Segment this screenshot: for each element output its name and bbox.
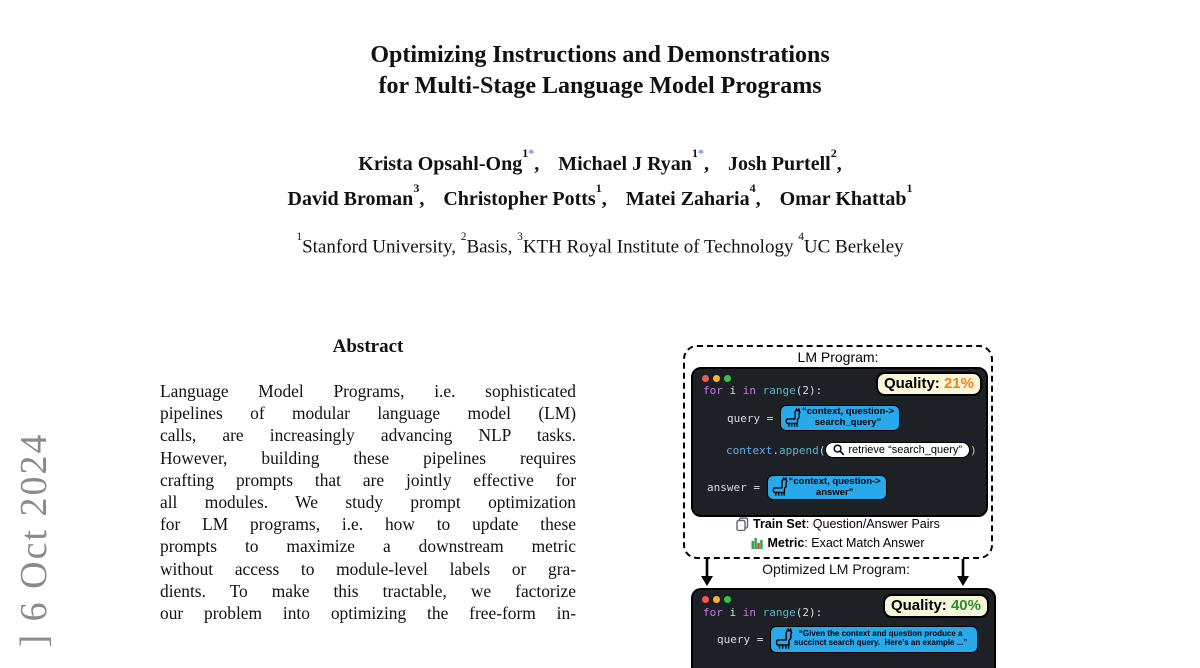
bar-chart-icon bbox=[751, 537, 763, 549]
abstract-text bbox=[160, 380, 576, 624]
maximize-dot-icon bbox=[724, 596, 731, 603]
traffic-light-dots bbox=[702, 596, 731, 603]
abstract-line: all modules. We study prompt optimization bbox=[160, 492, 576, 513]
optimized-lm-program-label: Optimized LM Program: bbox=[762, 561, 910, 577]
code-answer-line: answer = “context, question-> answer” bbox=[707, 470, 887, 505]
code-for-loop: for i in range(2): bbox=[703, 384, 823, 397]
minimize-dot-icon bbox=[713, 596, 720, 603]
code-append-line: context.append( retrieve “search_query” ) bbox=[726, 443, 977, 457]
traffic-light-dots bbox=[702, 375, 731, 382]
metric-line: Metric: Exact Match Answer bbox=[685, 536, 991, 550]
abstract-line: prompts to maximize a downstream metric bbox=[160, 536, 576, 557]
paper-title-line1: Optimizing Instructions and Demonstrations bbox=[370, 42, 830, 68]
retrieve-pill: retrieve “search_query” bbox=[825, 442, 970, 458]
abstract-line: dients. To make this tractable, we factorize bbox=[160, 580, 576, 601]
author-list bbox=[0, 143, 1200, 214]
abstract-line: crafting prompts that are jointly effective for bbox=[160, 469, 576, 490]
code-for-loop: for i in range(2): bbox=[703, 606, 823, 619]
code-query-line: query = “context, question-> search_query” bbox=[727, 402, 900, 434]
search-icon bbox=[833, 444, 845, 456]
abstract-line: Language Model Programs, i.e. sophisticated bbox=[160, 381, 576, 401]
author-name: Josh Purtell$^2$, bbox=[727, 145, 842, 175]
abstract-line: for LM programs, i.e. how to update these bbox=[160, 514, 576, 535]
authors-row-1 bbox=[0, 143, 1200, 179]
code-query-line: query = “Given the context and question produce a succinct search query. Here’s an example ...” bbox=[717, 621, 978, 657]
author-name: Christopher Potts$^1$, bbox=[443, 181, 607, 211]
paper-title bbox=[0, 40, 1200, 102]
llama-icon bbox=[774, 628, 794, 651]
quality-value: 21% bbox=[943, 375, 974, 392]
authors-row-2 bbox=[0, 179, 1200, 215]
abstract-heading: Abstract bbox=[332, 336, 404, 357]
equal-contribution-star: * bbox=[528, 145, 535, 160]
quality-badge: Quality: 40% bbox=[883, 594, 989, 618]
llama-icon bbox=[771, 477, 789, 498]
code-window-optimized bbox=[691, 588, 996, 668]
llama-icon bbox=[784, 408, 802, 429]
close-dot-icon bbox=[702, 375, 709, 382]
abstract-line: calls, are increasingly advancing NLP tasks. bbox=[160, 425, 576, 446]
minimize-dot-icon bbox=[713, 375, 720, 382]
close-dot-icon bbox=[702, 596, 709, 603]
author-name: Omar Khattab$^1$ bbox=[779, 181, 913, 211]
paper-title-line2: for Multi-Stage Language Model Programs bbox=[378, 73, 822, 99]
abstract-line: pipelines of modular language model (LM) bbox=[160, 403, 576, 424]
author-name: Krista Opsahl-Ong$^{1*}$, bbox=[358, 145, 540, 175]
author-name: Michael J Ryan$^{1*}$, bbox=[558, 145, 709, 175]
quality-badge: Quality: 21% bbox=[876, 372, 982, 396]
author-name: David Broman$^3$, bbox=[287, 181, 425, 211]
arxiv-date-stamp: ] 6 Oct 2024 bbox=[13, 432, 55, 648]
abstract-line: However, building these pipelines requires bbox=[160, 447, 576, 468]
maximize-dot-icon bbox=[724, 375, 731, 382]
code-window-lm-program bbox=[691, 367, 988, 517]
author-name: Matei Zaharia$^4$, bbox=[625, 181, 761, 211]
abstract-line: our problem into optimizing the free-form in- bbox=[160, 603, 576, 624]
lm-module-query-optimized: “Given the context and question produce a succinct search query. Here’s an example ...” bbox=[770, 626, 978, 653]
lm-module-answer: “context, question-> answer” bbox=[767, 475, 887, 500]
train-set-line: Train Set: Question/Answer Pairs bbox=[685, 517, 991, 531]
abstract-line: without access to module-level labels or gra- bbox=[160, 558, 576, 579]
affiliations: $^1$Stanford University, $^2$Basis, $^3$KTH Royal Institute of Technology $^4$UC Berkeley bbox=[296, 230, 904, 258]
equal-contribution-star: * bbox=[697, 145, 704, 160]
lm-program-label: LM Program: bbox=[797, 349, 879, 365]
quality-value: 40% bbox=[950, 597, 981, 614]
lm-module-query: “context, question-> search_query” bbox=[780, 405, 900, 430]
copy-pages-icon bbox=[736, 517, 749, 531]
